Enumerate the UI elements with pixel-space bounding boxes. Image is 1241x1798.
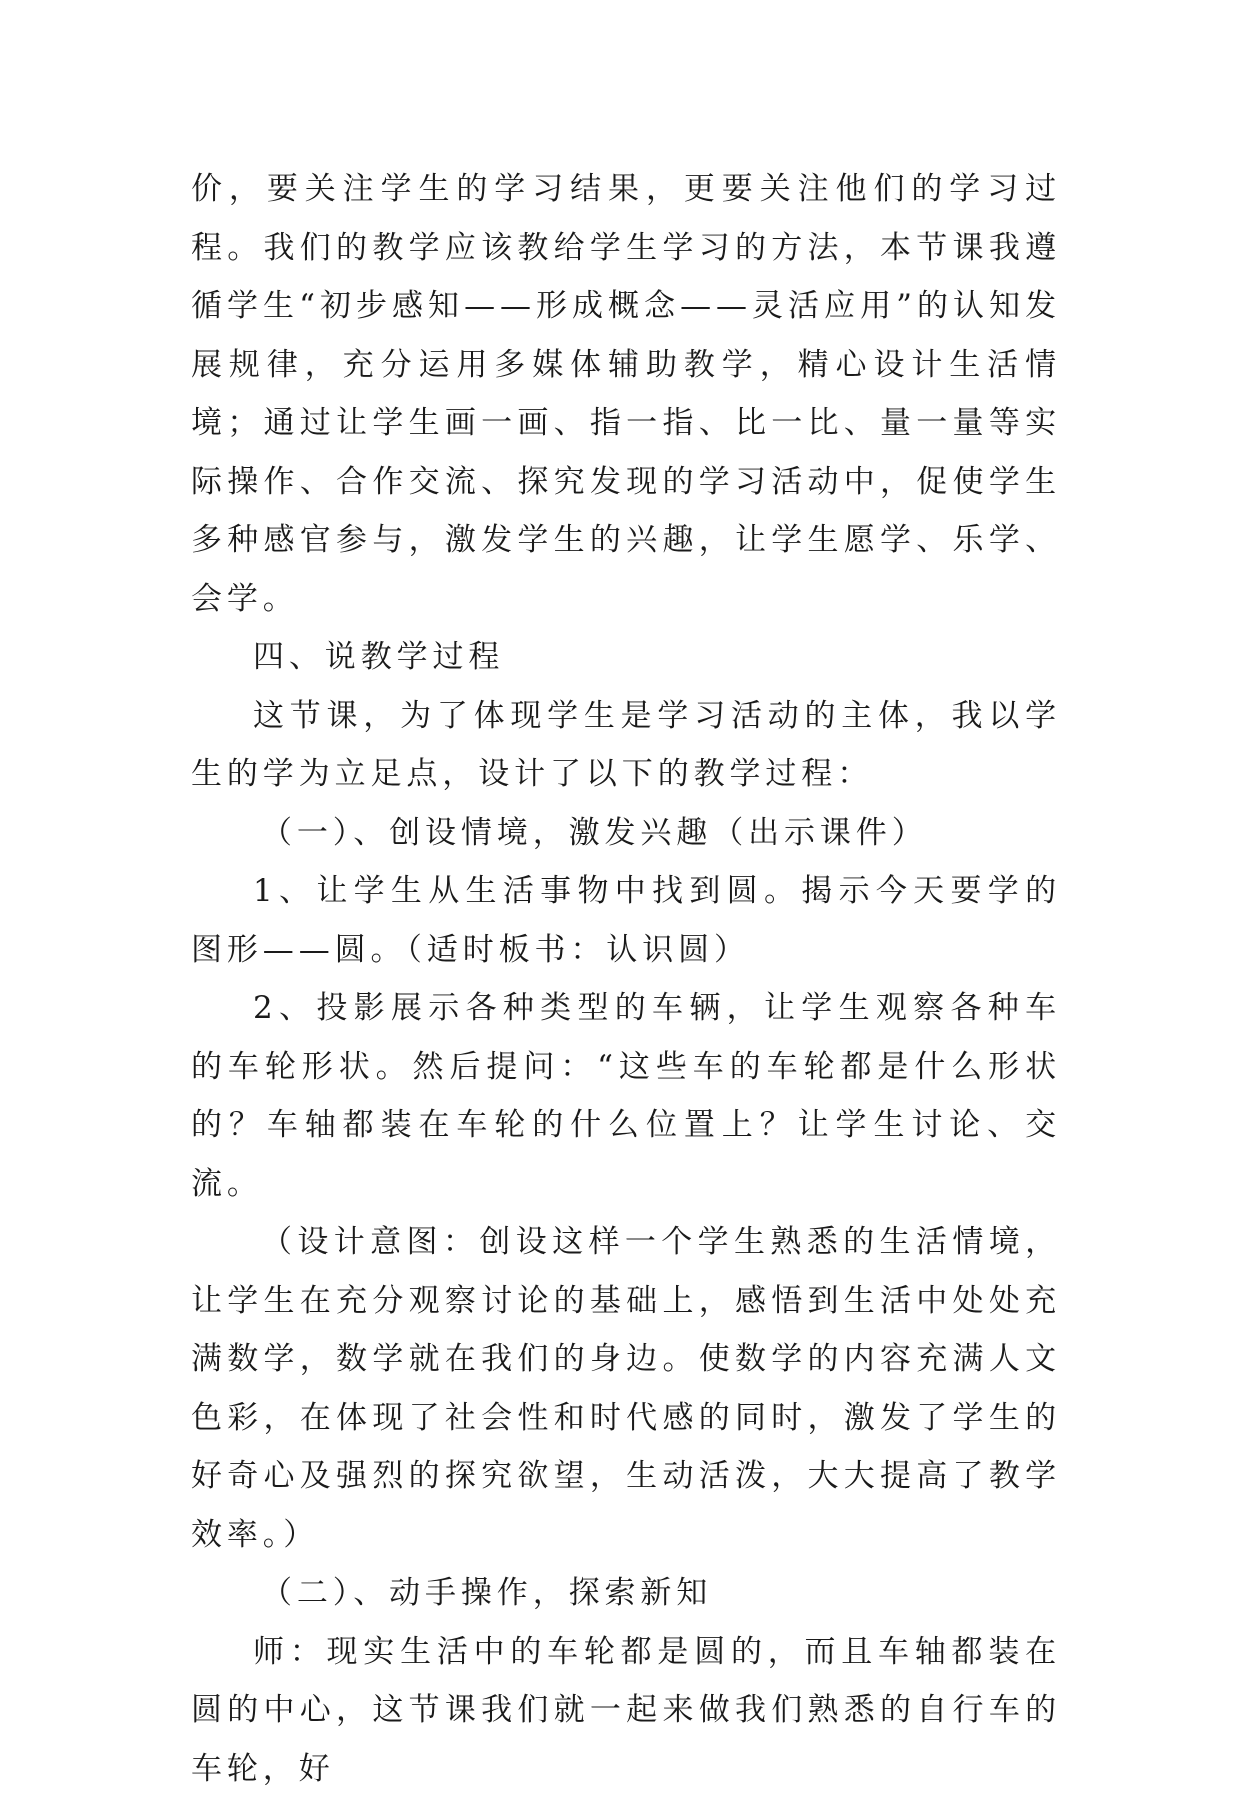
- document-body: [191, 160, 1061, 1798]
- paragraph-lesson-intro: 这节课，为了体现学生是学习活动的主体，我以学生的学为立足点，设计了以下的教学过程：: [191, 687, 1061, 804]
- paragraph-step-2: 2、投影展示各种类型的车辆，让学生观察各种车的车轮形状。然后提问：“这些车的车轮都是什么形状的？车轴都装在车轮的什么位置上？让学生讨论、交流。: [191, 979, 1061, 1213]
- subsection-heading-2: （二）、动手操作，探索新知: [191, 1564, 1061, 1623]
- paragraph-evaluation-methods: 价，要关注学生的学习结果，更要关注他们的学习过程。我们的教学应该教给学生学习的方法，本节课我遵循学生“初步感知——形成概念——灵活应用”的认知发展规律，充分运用多媒体辅助教学，精心设计生活情境；通过让学生画一画、指一指、比一比、量一量等实际操作、合作交流、探究发现的学习活动中，促使学生多种感官参与，激发学生的兴趣，让学生愿学、乐学、会学。: [191, 160, 1061, 628]
- subsection-heading-1: （一）、创设情境，激发兴趣（出示课件）: [191, 804, 1061, 863]
- paragraph-step-1: 1、让学生从生活事物中找到圆。揭示今天要学的图形——圆。（适时板书：认识圆）: [191, 862, 1061, 979]
- paragraph-teacher-speech: 师：现实生活中的车轮都是圆的，而且车轴都装在圆的中心，这节课我们就一起来做我们熟悉的自行车的车轮，好: [191, 1623, 1061, 1798]
- paragraph-design-intent: （设计意图：创设这样一个学生熟悉的生活情境，让学生在充分观察讨论的基础上，感悟到生活中处处充满数学，数学就在我们的身边。使数学的内容充满人文色彩，在体现了社会性和时代感的同时，激发了学生的好奇心及强烈的探究欲望，生动活泼，大大提高了教学效率。）: [191, 1213, 1061, 1564]
- section-heading-teaching-process: 四、说教学过程: [191, 628, 1061, 687]
